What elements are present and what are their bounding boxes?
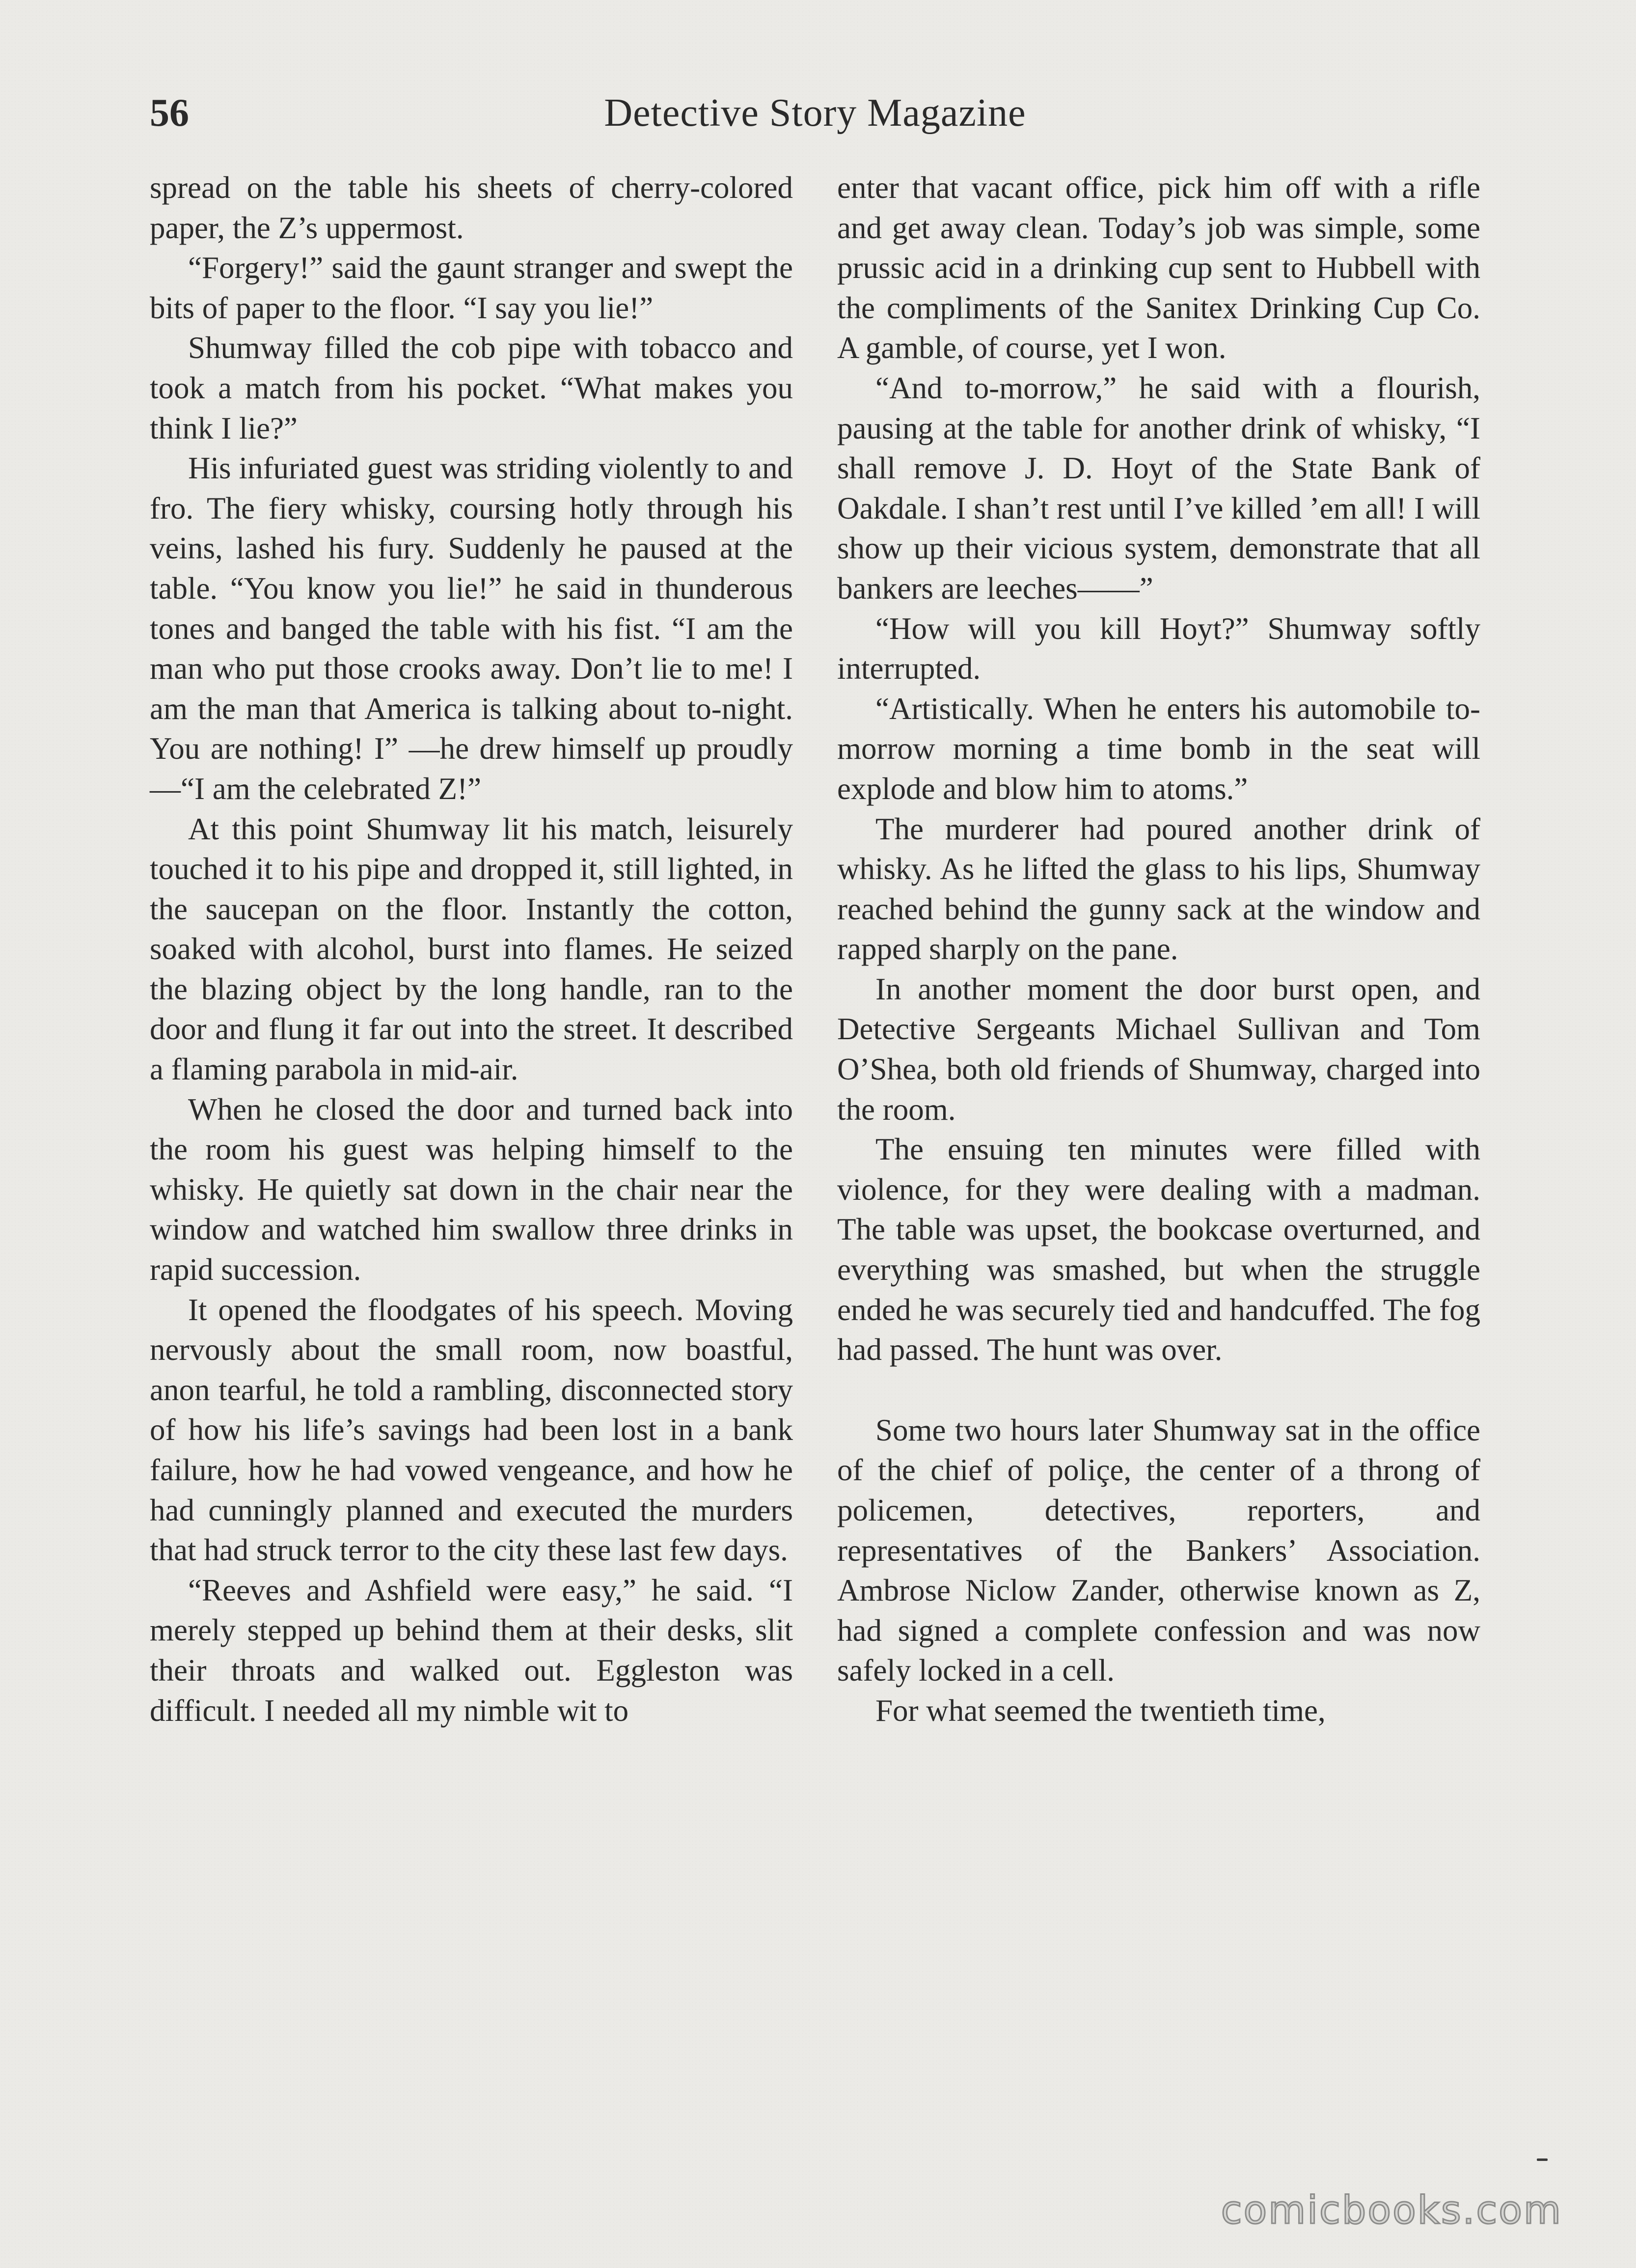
paragraph: Shumway filled the cob pipe with tobacco and took a match from his pocket. “What makes you think I lie?” (150, 331, 793, 445)
paragraph: “Artistically. When he enters his automobile to-morrow morning a time bomb in the seat will explode and blow him to atoms.” (837, 691, 1480, 806)
paragraph: spread on the table his sheets of cherry-colored paper, the Z’s uppermost. (150, 170, 793, 245)
paragraph: For what seemed the twentieth time, (875, 1693, 1326, 1728)
magazine-title: Detective Story Magazine (604, 91, 1026, 135)
paragraph: When he closed the door and turned back into the room his guest was helping himself to the whisky. He quietly sat down in the chair near the window and watched him swallow three drinks in rapid succession. (150, 1092, 793, 1287)
section-break (837, 1370, 1480, 1411)
paragraph: “How will you kill Hoyt?” Shumway softly interrupted. (837, 611, 1480, 686)
paragraph: “And to-morrow,” he said with a flourish, pausing at the table for another drink of whisky, “I shall remove J. D. Hoyt of the State Bank of Oakdale. I shan’t rest until I’ve killed ’em all! I will show up their vicious system, demonstrate that all bankers are leeches——” (837, 370, 1480, 606)
paragraph: His infuriated guest was striding violently to and fro. The fiery whisky, coursing hotly through his veins, lashed his fury. Suddenly he paused at the table. “You know you lie!” he said in thunderous tones and banged the table with his fist. “I am the man who put those crooks away. Don’t lie to me! I am the man that America is talking about to-night. You are nothing! I” —he drew himself up proudly—“I am the celebrated Z!” (150, 451, 793, 806)
paragraph: The ensuing ten minutes were filled with violence, for they were dealing with a madman. The table was upset, the bookcase overturned, and everything was smashed, but when the struggle ended he was securely tied and handcuffed. The fog had passed. The hunt was over. (837, 1132, 1480, 1367)
print-speck (1537, 2158, 1548, 2161)
left-column (150, 168, 793, 1731)
paragraph: Some two hours later Shumway sat in the office of the chief of poliçe, the center of a throng of policemen, detectives, reporters, and representatives of the Bankers’ Association. Ambrose Niclow Zander, otherwise known as Z, had signed a complete confession and was now safely locked in a cell. (837, 1412, 1480, 1688)
page-number: 56 (150, 91, 189, 135)
paragraph: enter that vacant office, pick him off with a rifle and get away clean. Today’s job was simple, some prussic acid in a drinking cup sent to Hubbell with the compliments of the Sanitex Drinking Cup Co. A gamble, of course, yet I won. (837, 170, 1480, 365)
page-header (150, 86, 1480, 140)
paragraph: In another moment the door burst open, and Detective Sergeants Michael Sullivan and Tom O’Shea, both old friends of Shumway, charged into the room. (837, 971, 1480, 1127)
paragraph: It opened the floodgates of his speech. Moving nervously about the small room, now boastful, anon tearful, he told a rambling, disconnected story of how his life’s savings had been lost in a bank failure, how he had vowed vengeance, and how he had cunningly planned and executed the murders that had struck terror to the city these last few days. (150, 1292, 793, 1568)
paragraph: “Reeves and Ashfield were easy,” he said. “I merely stepped up behind them at their desks, slit their throats and walked out. Eggleston was difficult. I needed all my nimble wit to (150, 1573, 793, 1728)
paragraph: “Forgery!” said the gaunt stranger and swept the bits of paper to the floor. “I say you lie!” (150, 250, 793, 325)
watermark: comicbooks.com (1221, 2188, 1562, 2233)
right-column (837, 168, 1480, 1731)
paragraph: At this point Shumway lit his match, leisurely touched it to his pipe and dropped it, still lighted, in the saucepan on the floor. Instantly the cotton, soaked with alcohol, burst into flames. He seized the blazing object by the long handle, ran to the door and flung it far out into the street. It described a flaming parabola in mid-air. (150, 811, 793, 1087)
paragraph: The murderer had poured another drink of whisky. As he lifted the glass to his lips, Shumway reached behind the gunny sack at the window and rapped sharply on the pane. (837, 811, 1480, 967)
